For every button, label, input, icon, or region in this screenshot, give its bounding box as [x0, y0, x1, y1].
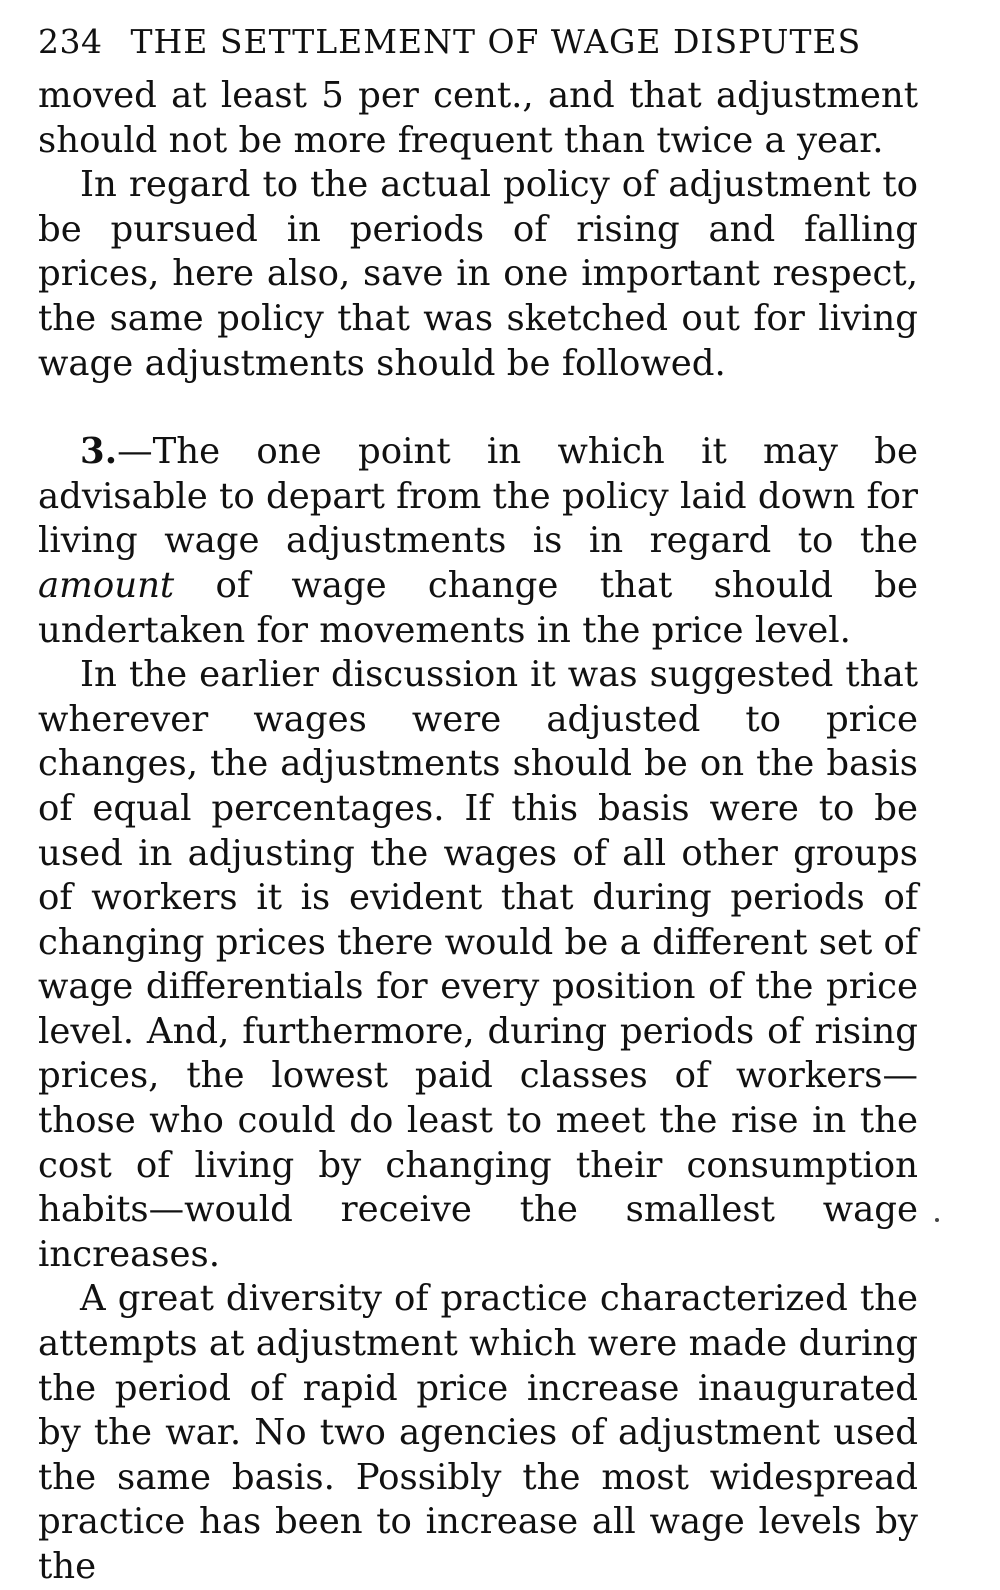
paragraph-earlier-discussion: In the earlier discussion it was suggested that wherever wages were adjusted to price changes, the adjustments should be on the basis of equal percentages. If this basis were to be used in adjusting the wages of all other groups of workers it is evident that during periods of changing prices there would be a different set of wage differentials for every position of the price level. And, furthermore, during periods of rising prices, the lowest paid classes of workers—those who could do least to meet the rise in the cost of living by changing their consumption habits—would receive the smallest wage increases.: [38, 654, 919, 1275]
running-title: THE SETTLEMENT OF WAGE DISPUTES: [130, 22, 862, 61]
section-number: 3.: [80, 431, 118, 473]
page-number: 234: [38, 22, 103, 61]
section-3-text-end: of wage change that should be undertaken for movements in the price level.: [38, 564, 918, 651]
print-speck: [935, 1218, 939, 1222]
section-3-text-start: —The one point in which it may be advisable to depart from the policy laid down for living wage adjustments is in regard to the: [38, 431, 918, 562]
book-page: [38, 18, 918, 1590]
paragraph-section-3: [38, 430, 918, 653]
paragraph-continued: moved at least 5 per cent., and that adjustment should not be more frequent than twice a year.: [38, 75, 918, 161]
emphasized-word: amount: [38, 564, 175, 606]
paragraph-policy-of-adjustment: In regard to the actual policy of adjustment to be pursued in periods of rising and falling prices, here also, save in one important respect, the same policy that was sketched out for living wage adjustments should be followed.: [38, 164, 918, 384]
running-head: [38, 18, 918, 66]
paragraph-diversity-of-practice: A great diversity of practice characterized the attempts at adjustment which were made during the period of rapid price increase inaugurated by the war. No two agencies of adjustment used the same basis. Possibly the most widespread practice has been to increase all wage levels by the: [38, 1278, 918, 1587]
